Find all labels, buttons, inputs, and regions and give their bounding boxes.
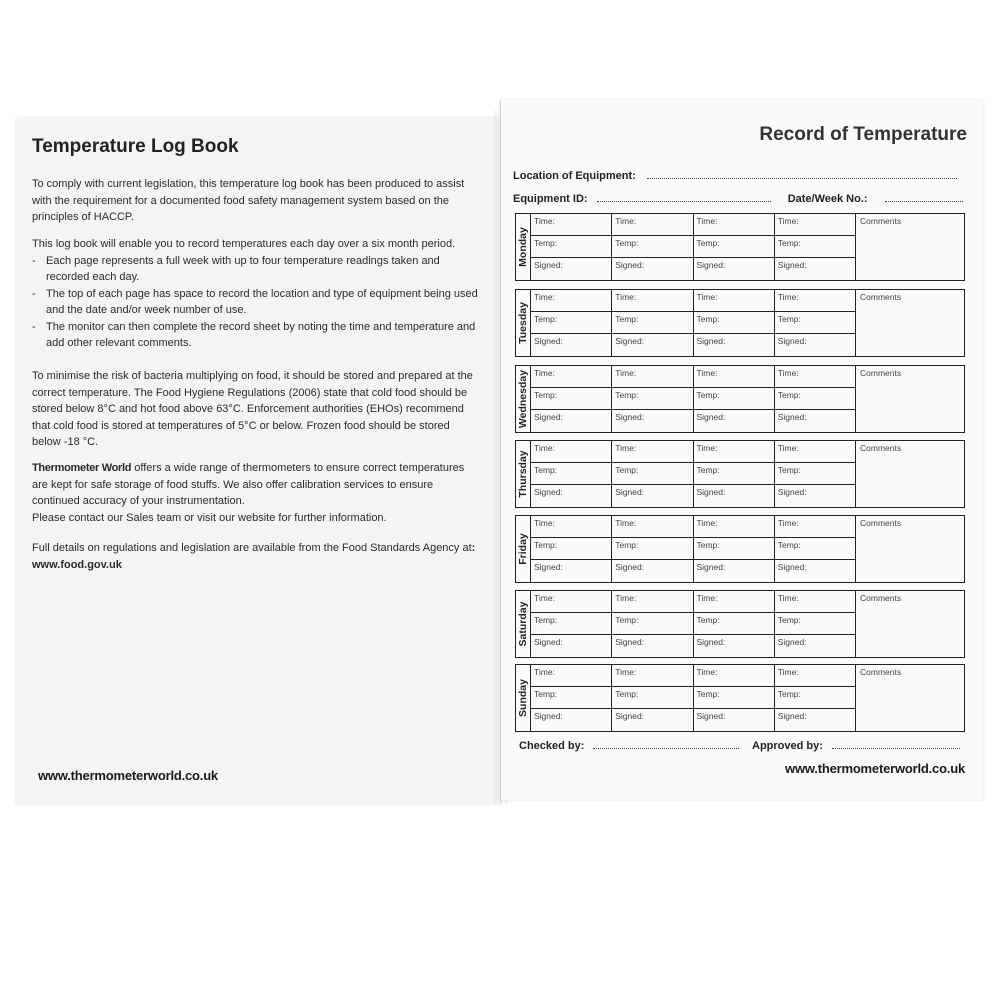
signed-cell[interactable]: Signed: — [531, 334, 612, 356]
checked-by-label: Checked by: — [519, 740, 585, 752]
time-cell[interactable]: Time: — [775, 516, 856, 538]
time-cell[interactable]: Time: — [694, 214, 775, 236]
signed-cell[interactable]: Signed: — [775, 560, 856, 582]
signed-cell[interactable]: Signed: — [531, 635, 612, 657]
time-cell[interactable]: Time: — [612, 591, 693, 613]
equipment-id-dotted-line[interactable] — [597, 193, 771, 202]
approved-by-field[interactable] — [752, 740, 960, 752]
list-item: - Each page represents a full week with up to four temperature readings taken and recorded each day. — [32, 253, 478, 286]
time-cell[interactable]: Time: — [612, 290, 693, 312]
footer-website-link[interactable]: www.thermometerworld.co.uk — [785, 761, 965, 776]
signed-cell[interactable]: Signed: — [694, 560, 775, 582]
offer-text: offers a wide range of thermometers to ensure correct temperatures are kept for safe storage of food stuffs. We also offer calibration services to ensure continued accuracy of your instrumentation. — [32, 462, 465, 507]
temp-cell[interactable]: Temp: — [612, 312, 693, 334]
temp-cell[interactable]: Temp: — [775, 613, 856, 635]
day-block-monday — [515, 213, 965, 281]
time-cell[interactable]: Time: — [612, 366, 693, 388]
day-block-friday — [515, 515, 965, 583]
location-label: Location of Equipment: — [513, 170, 636, 182]
signed-cell[interactable]: Signed: — [694, 334, 775, 356]
temp-cell[interactable]: Temp: — [775, 312, 856, 334]
time-cell[interactable]: Time: — [612, 441, 693, 463]
day-label — [516, 366, 531, 432]
signed-cell[interactable]: Signed: — [694, 410, 775, 432]
day-label — [516, 441, 531, 507]
temp-cell[interactable]: Temp: — [775, 538, 856, 560]
temp-cell[interactable]: Temp: — [531, 538, 612, 560]
checked-by-field[interactable] — [519, 740, 739, 752]
temp-cell[interactable]: Temp: — [694, 687, 775, 709]
time-cell[interactable]: Time: — [775, 214, 856, 236]
bacteria-paragraph — [32, 368, 478, 451]
signed-cell[interactable]: Signed: — [612, 560, 693, 582]
temp-cell[interactable]: Temp: — [531, 312, 612, 334]
right-page — [500, 100, 983, 800]
time-cell[interactable]: Time: — [531, 214, 612, 236]
time-cell[interactable]: Time: — [612, 214, 693, 236]
comments-cell[interactable]: Comments — [860, 368, 902, 378]
signed-cell[interactable]: Signed: — [775, 709, 856, 731]
day-block-tuesday — [515, 289, 965, 357]
temp-cell[interactable]: Temp: — [612, 236, 693, 258]
day-label — [516, 591, 531, 657]
details-paragraph — [32, 540, 478, 573]
day-block-wednesday — [515, 365, 965, 433]
usage-section — [32, 236, 478, 352]
comments-cell[interactable]: Comments — [860, 292, 902, 302]
temp-cell[interactable]: Temp: — [531, 687, 612, 709]
time-cell[interactable]: Time: — [694, 665, 775, 687]
equipment-id-field[interactable] — [513, 193, 963, 205]
comments-cell[interactable]: Comments — [860, 443, 902, 453]
time-cell[interactable]: Time: — [694, 441, 775, 463]
day-block-thursday — [515, 440, 965, 508]
temp-cell[interactable]: Temp: — [531, 388, 612, 410]
time-cell[interactable]: Time: — [775, 591, 856, 613]
time-cell[interactable]: Time: — [775, 290, 856, 312]
comments-cell[interactable]: Comments — [860, 667, 902, 677]
temp-cell[interactable]: Temp: — [775, 236, 856, 258]
signed-cell[interactable]: Signed: — [775, 258, 856, 280]
signed-cell[interactable]: Signed: — [775, 410, 856, 432]
signed-cell[interactable]: Signed: — [775, 485, 856, 507]
time-cell[interactable]: Time: — [531, 516, 612, 538]
reading-grid — [531, 441, 856, 507]
temp-cell[interactable]: Temp: — [775, 463, 856, 485]
day-name: Thursday — [517, 450, 529, 498]
temp-cell[interactable]: Temp: — [612, 687, 693, 709]
time-cell[interactable]: Time: — [531, 665, 612, 687]
reading-grid — [531, 366, 856, 432]
temp-cell[interactable]: Temp: — [531, 463, 612, 485]
time-cell[interactable]: Time: — [531, 290, 612, 312]
comments-cell[interactable]: Comments — [860, 216, 902, 226]
day-name: Wednesday — [517, 369, 529, 429]
temp-cell[interactable]: Temp: — [694, 538, 775, 560]
signed-cell[interactable]: Signed: — [612, 485, 693, 507]
temp-cell[interactable]: Temp: — [612, 463, 693, 485]
temp-cell[interactable]: Temp: — [531, 236, 612, 258]
record-title: Record of Temperature — [759, 124, 967, 145]
time-cell[interactable]: Time: — [531, 366, 612, 388]
day-name: Monday — [517, 227, 529, 267]
day-label — [516, 290, 531, 356]
page-title: Temperature Log Book — [32, 136, 239, 157]
signed-cell[interactable]: Signed: — [775, 334, 856, 356]
date-week-label: Date/Week No.: — [787, 193, 868, 205]
comments-cell[interactable]: Comments — [860, 518, 902, 528]
signed-cell[interactable]: Signed: — [694, 485, 775, 507]
time-cell[interactable]: Time: — [612, 516, 693, 538]
details-text: Full details on regulations and legislation are available from the Food Standards Agency at — [32, 542, 472, 554]
reading-grid — [531, 290, 856, 356]
signed-cell[interactable]: Signed: — [531, 410, 612, 432]
approved-by-label: Approved by: — [752, 740, 823, 752]
temp-cell[interactable]: Temp: — [612, 538, 693, 560]
temp-cell[interactable]: Temp: — [694, 388, 775, 410]
reading-grid — [531, 214, 856, 280]
signed-cell[interactable]: Signed: — [531, 485, 612, 507]
usage-list — [32, 253, 478, 352]
footer-website-link[interactable]: www.thermometerworld.co.uk — [38, 768, 218, 783]
temp-cell[interactable]: Temp: — [694, 463, 775, 485]
day-label — [516, 665, 531, 731]
temp-cell[interactable]: Temp: — [694, 236, 775, 258]
time-cell[interactable]: Time: — [694, 290, 775, 312]
temp-cell[interactable]: Temp: — [612, 388, 693, 410]
signed-cell[interactable]: Signed: — [612, 334, 693, 356]
intro-paragraph — [32, 176, 478, 226]
reading-grid — [531, 665, 856, 731]
equipment-id-label: Equipment ID: — [513, 193, 588, 205]
location-dotted-line[interactable] — [647, 170, 957, 179]
intro-text: To comply with current legislation, this temperature log book has been produced to assist with the requirement for a documented food safety management system based on the principles of HACCP. — [32, 178, 465, 223]
time-cell[interactable]: Time: — [775, 441, 856, 463]
day-name: Tuesday — [517, 302, 529, 344]
time-cell[interactable]: Time: — [531, 441, 612, 463]
time-cell[interactable]: Time: — [612, 665, 693, 687]
approved-by-dotted-line[interactable] — [832, 740, 960, 749]
time-cell[interactable]: Time: — [694, 516, 775, 538]
offer-paragraph — [32, 460, 478, 526]
signed-cell[interactable]: Signed: — [694, 258, 775, 280]
signed-cell[interactable]: Signed: — [531, 560, 612, 582]
signed-cell[interactable]: Signed: — [612, 410, 693, 432]
signed-cell[interactable]: Signed: — [775, 635, 856, 657]
temp-cell[interactable]: Temp: — [775, 687, 856, 709]
signed-cell[interactable]: Signed: — [612, 709, 693, 731]
reading-grid — [531, 591, 856, 657]
fsa-link[interactable]: www.food.gov.uk — [32, 558, 122, 571]
list-item: - The top of each page has space to record the location and type of equipment being used and the date and/or week number of use. — [32, 286, 478, 319]
day-label — [516, 516, 531, 582]
day-name: Friday — [517, 533, 529, 565]
temp-cell[interactable]: Temp: — [531, 613, 612, 635]
temp-cell[interactable]: Temp: — [775, 388, 856, 410]
list-item: - The monitor can then complete the record sheet by noting the time and temperature and add other relevant comments. — [32, 319, 478, 352]
day-label — [516, 214, 531, 280]
day-name: Sunday — [517, 679, 529, 717]
date-week-dotted-line[interactable] — [885, 193, 963, 202]
usage-intro: This log book will enable you to record temperatures each day over a six month period. — [32, 238, 456, 250]
brand-name: Thermometer World — [32, 462, 132, 474]
comments-cell[interactable]: Comments — [860, 593, 902, 603]
reading-grid — [531, 516, 856, 582]
contact-text: Please contact our Sales team or visit our website for further information. — [32, 511, 387, 524]
bacteria-text: To minimise the risk of bacteria multiplying on food, it should be stored and prepared at the correct temperature. The Food Hygiene Regulations (2006) state that cold food should be stored below 8°C and hot food above 63°C. Enforcement authorities (EHOs) recommend that cold food is stored at temperatures of 5°C or below. Frozen food should be stored below -18 °C. — [32, 370, 473, 448]
checked-by-dotted-line[interactable] — [593, 740, 739, 749]
details-colon: : — [471, 542, 476, 554]
signed-cell[interactable]: Signed: — [612, 635, 693, 657]
time-cell[interactable]: Time: — [694, 366, 775, 388]
day-block-saturday — [515, 590, 965, 658]
temp-cell[interactable]: Temp: — [694, 613, 775, 635]
left-page — [16, 118, 501, 804]
day-name: Saturday — [517, 601, 529, 647]
day-block-sunday — [515, 664, 965, 732]
temp-cell[interactable]: Temp: — [694, 312, 775, 334]
location-field[interactable] — [513, 170, 957, 182]
signed-cell[interactable]: Signed: — [612, 258, 693, 280]
time-cell[interactable]: Time: — [775, 665, 856, 687]
time-cell[interactable]: Time: — [531, 591, 612, 613]
time-cell[interactable]: Time: — [694, 591, 775, 613]
signed-cell[interactable]: Signed: — [694, 709, 775, 731]
signed-cell[interactable]: Signed: — [531, 258, 612, 280]
time-cell[interactable]: Time: — [775, 366, 856, 388]
temp-cell[interactable]: Temp: — [612, 613, 693, 635]
signed-cell[interactable]: Signed: — [531, 709, 612, 731]
signed-cell[interactable]: Signed: — [694, 635, 775, 657]
